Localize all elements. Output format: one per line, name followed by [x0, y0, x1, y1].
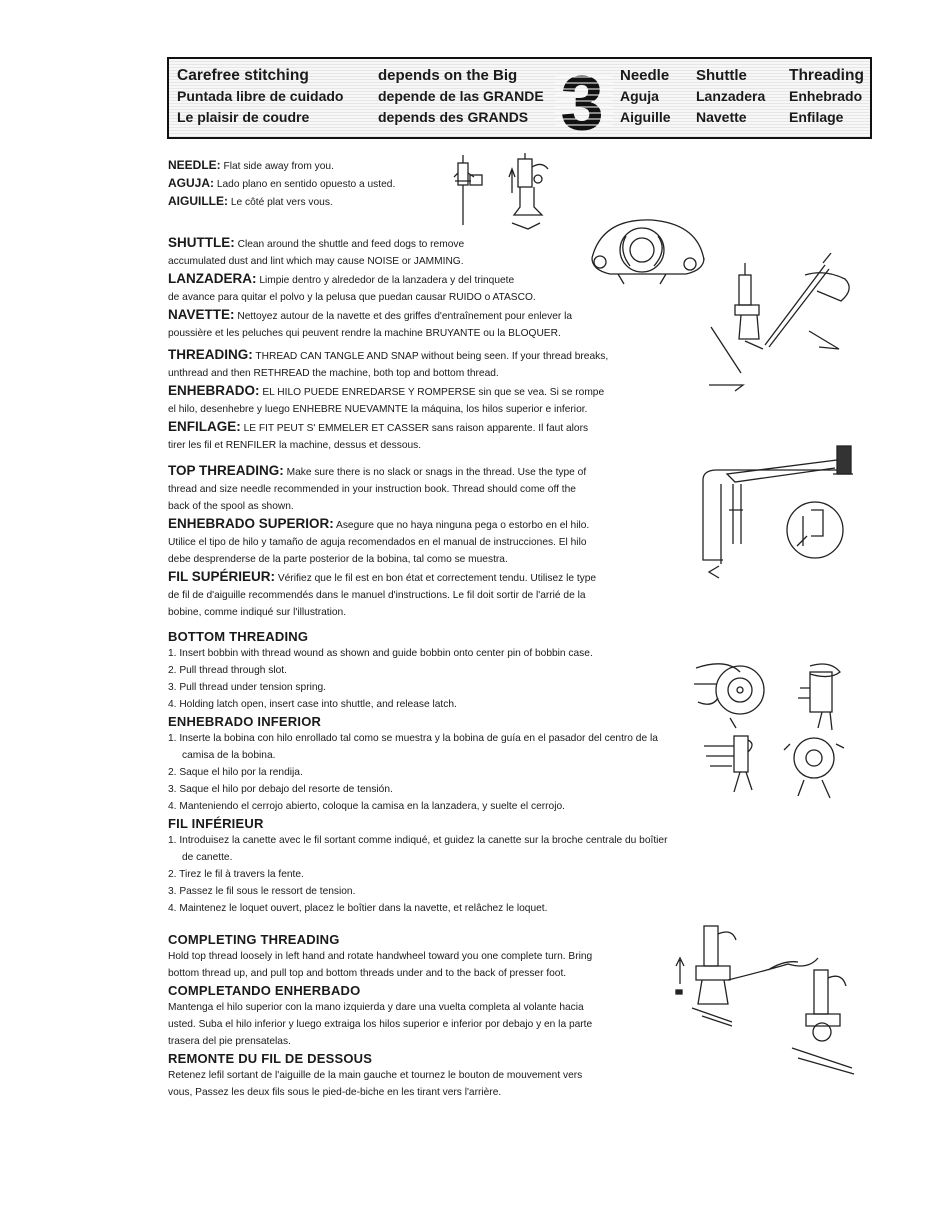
header-en-needle: Needle: [620, 67, 670, 84]
threading-fr-text2: tirer les fil et RENFILER la machine, dessus et dessous.: [168, 440, 422, 451]
completing-fr-title: REMONTE DU FIL DE DESSOUS: [168, 1051, 373, 1066]
completing-fr-text1: Retenez lefil sortant de l'aiguille de la main gauche et tournez le bouton de mouvement vers: [168, 1070, 583, 1081]
bottom-threading-es-item-1: 1. Inserte la bobina con hilo enrollado tal como se muestra y la bobina de guía en el pasador del centro de la camisa de la bobina.: [168, 733, 658, 761]
bottom-threading-es-item-2: 2. Saque el hilo por la rendija.: [168, 767, 303, 778]
header-fr-depends: depends des GRANDS: [378, 109, 529, 125]
shuttle-en-text1: Clean around the shuttle and feed dogs to remove: [234, 239, 465, 250]
completing-es-text3: trasera del pie prensatelas.: [168, 1036, 291, 1047]
threading-es-text2: el hilo, desenhebre y luego ENHEBRE NUEVAMNTE la máquina, los hilos superior e inferior.: [168, 404, 588, 415]
header-col-shuttle: [696, 65, 765, 128]
threading-fr-text1: LE FIT PEUT S' EMMELER ET CASSER sans raison apparente. Il faut alors: [240, 423, 589, 434]
top-threading-en-text2: thread and size needle recommended in your instruction book. Thread should come off the: [168, 484, 576, 495]
bobbin-illustrations: [690, 648, 850, 813]
threading-en-label: THREADING:: [168, 347, 253, 362]
header-col-threading: [789, 65, 864, 128]
bottom-threading-fr-title: FIL INFÉRIEUR: [168, 816, 264, 831]
top-threading-es-text2: Utilice el tipo de hilo y tamaño de aguja recomendados en el manual de instrucciones. El hilo: [168, 537, 587, 548]
threading-en-text1: THREAD CAN TANGLE AND SNAP without being seen. If your thread breaks,: [252, 351, 609, 362]
top-threading-section: [168, 462, 708, 621]
shuttle-en-label: SHUTTLE:: [168, 235, 235, 250]
completing-es-title: COMPLETANDO ENHERBADO: [168, 983, 361, 998]
header-en-threading: Threading: [789, 67, 864, 84]
bottom-threading-en-item-1: 1. Insert bobbin with thread wound as shown and guide bobbin onto center pin of bobbin case.: [168, 648, 593, 659]
header-col-needle: [620, 65, 671, 128]
needle-fr-text: Le côté plat vers vous.: [228, 197, 333, 208]
header-es-shuttle: Lanzadera: [696, 88, 766, 104]
threading-en-text2: unthread and then RETHREAD the machine, both top and bottom thread.: [168, 368, 499, 379]
top-threading-illustration: [693, 440, 863, 585]
shuttle-illustration: [588, 216, 708, 296]
bottom-threading-en-title: BOTTOM THREADING: [168, 629, 309, 644]
top-threading-en-text3: back of the spool as shown.: [168, 501, 294, 512]
header-col-depends: [378, 65, 544, 128]
top-threading-es-text1: Asegure que no haya ninguna pega o estorbo en el hilo.: [333, 520, 590, 531]
top-threading-fr-text2: de fil de d'aiguille recommendés dans le manuel d'instructions. Le fil doit sortir de l'arrié de la: [168, 590, 586, 601]
shuttle-en-text2: accumulated dust and lint which may cause NOISE or JAMMING.: [168, 256, 464, 267]
bottom-threading-fr-item-1: 1. Introduisez la canette avec le fil sortant comme indiqué, et guidez la canette sur la broche centrale du boîtier de canette.: [168, 835, 668, 863]
header-fr-shuttle: Navette: [696, 109, 747, 125]
top-threading-fr-text3: bobine, comme indiqué sur l'illustration.: [168, 607, 347, 618]
bottom-threading-es-title: ENHEBRADO INFERIOR: [168, 714, 322, 729]
needle-illustration: [450, 153, 560, 233]
header-fr-needle: Aiguille: [620, 109, 671, 125]
header-es-depends: depende de las GRANDE: [378, 88, 544, 104]
needle-en-text: Flat side away from you.: [220, 161, 334, 172]
completing-es-text1: Mantenga el hilo superior con la mano izquierda y dare una vuelta completa al volante hacia: [168, 1002, 584, 1013]
completing-fr-text2: vous, Passez les deux fils sous le pied-de-biche en les tirant vers l'arrière.: [168, 1087, 502, 1098]
needle-section: [168, 157, 395, 211]
header-en-shuttle: Shuttle: [696, 67, 747, 84]
header-en-carefree: Carefree stitching: [177, 67, 309, 84]
header-box: [167, 57, 872, 139]
bottom-threading-section: [168, 628, 668, 917]
header-es-carefree: Puntada libre de cuidado: [177, 88, 344, 104]
top-threading-fr-text1: Vérifiez que le fil est en bon état et correctement tendu. Utilisez le type: [275, 573, 597, 584]
shuttle-es-label: LANZADERA:: [168, 271, 257, 286]
header-fr-carefree: Le plaisir de coudre: [177, 109, 310, 125]
threading-es-text1: EL HILO PUEDE ENREDARSE Y ROMPERSE sin que se vea. Si se rompe: [259, 387, 605, 398]
header-col-carefree: [177, 65, 343, 128]
threading-es-label: ENHEBRADO:: [168, 383, 260, 398]
bottom-threading-en-item-3: 3. Pull thread under tension spring.: [168, 682, 327, 693]
completing-section: [168, 931, 668, 1101]
shuttle-cleaning-illustration: [705, 245, 855, 395]
shuttle-fr-text1: Nettoyez autour de la navette et des griffes d'entraînement pour enlever la: [234, 311, 573, 322]
top-threading-en-label: TOP THREADING:: [168, 463, 284, 478]
bottom-threading-fr-item-4: 4. Maintenez le loquet ouvert, placez le boîtier dans la navette, et relâchez le loquet.: [168, 903, 548, 914]
needle-en-label: NEEDLE:: [168, 158, 221, 172]
needle-fr-label: AIGUILLE:: [168, 194, 228, 208]
shuttle-fr-label: NAVETTE:: [168, 307, 235, 322]
bottom-threading-en-item-4: 4. Holding latch open, insert case into shuttle, and release latch.: [168, 699, 457, 710]
bottom-threading-es-item-3: 3. Saque el hilo por debajo del resorte de tensión.: [168, 784, 393, 795]
bottom-threading-en-item-2: 2. Pull thread through slot.: [168, 665, 287, 676]
top-threading-es-label: ENHEBRADO SUPERIOR:: [168, 516, 334, 531]
needle-es-text: Lado plano en sentido opuesto a usted.: [214, 179, 396, 190]
big-three-logo: [561, 63, 605, 137]
bottom-threading-fr-item-2: 2. Tirez le fil à travers la fente.: [168, 869, 304, 880]
header-en-depends: depends on the Big: [378, 67, 518, 84]
top-threading-fr-label: FIL SUPÉRIEUR:: [168, 569, 276, 584]
shuttle-fr-text2: poussière et les peluches qui peuvent rendre la machine BRUYANTE ou la BLOQUER.: [168, 328, 561, 339]
threading-section: [168, 346, 708, 454]
header-fr-threading: Enfilage: [789, 109, 844, 125]
completing-en-text1: Hold top thread loosely in left hand and rotate handwheel toward you one complete turn. Bring: [168, 951, 593, 962]
bottom-threading-fr-item-3: 3. Passez le fil sous le ressort de tension.: [168, 886, 356, 897]
shuttle-es-text1: Limpie dentro y alrededor de la lanzadera y del trinquete: [256, 275, 515, 286]
bottom-threading-es-item-4: 4. Manteniendo el cerrojo abierto, coloque la camisa en la lanzadera, y suelte el cerrojo.: [168, 801, 565, 812]
header-es-needle: Aguja: [620, 88, 659, 104]
completing-es-text2: usted. Suba el hilo inferior y luego extraiga los hilos superior e inferior por debajo y en la parte: [168, 1019, 593, 1030]
shuttle-es-text2: de avance para quitar el polvo y la pelusa que puedan causar RUIDO o ATASCO.: [168, 292, 536, 303]
completing-en-text2: bottom thread up, and pull top and bottom threads under and to the back of presser foot.: [168, 968, 567, 979]
needle-es-label: AGUJA:: [168, 176, 215, 190]
top-threading-es-text3: debe desprenderse de la parte posterior de la bobina, tal como se muestra.: [168, 554, 508, 565]
big-three-glyph: 3: [561, 63, 604, 137]
completing-illustration: [672, 920, 872, 1080]
threading-fr-label: ENFILAGE:: [168, 419, 241, 434]
top-threading-en-text1: Make sure there is no slack or snags in the thread. Use the type of: [283, 467, 587, 478]
header-es-threading: Enhebrado: [789, 88, 863, 104]
completing-en-title: COMPLETING THREADING: [168, 932, 340, 947]
